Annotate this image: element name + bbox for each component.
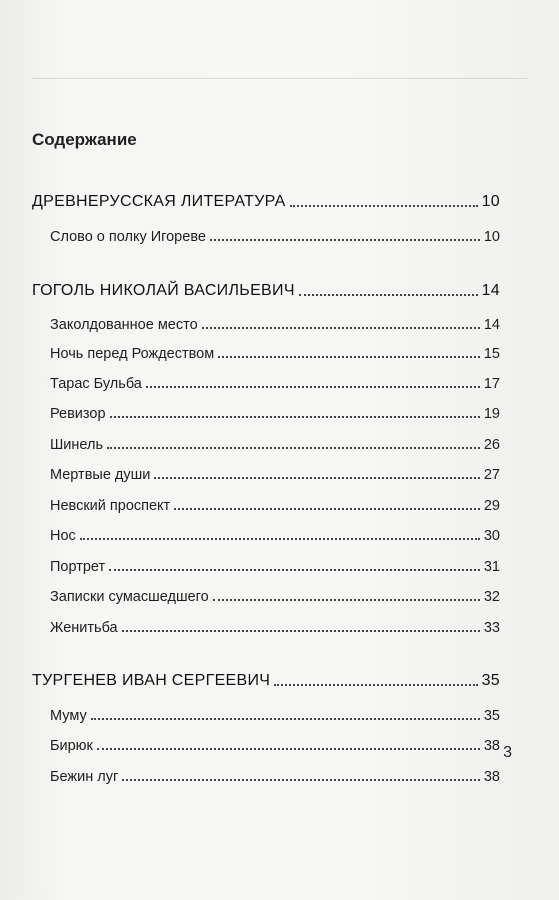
item-title: Тарас Бульба [50, 376, 142, 392]
page-ref: 30 [483, 528, 500, 544]
item-title: Записки сумасшедшего [50, 589, 209, 605]
page-ref: 38 [483, 738, 500, 754]
toc-section[interactable] [32, 193, 500, 211]
toc-item[interactable] [50, 317, 500, 333]
leader-dots [202, 327, 480, 329]
page-ref: 27 [483, 467, 500, 483]
toc-item[interactable] [50, 437, 500, 453]
toc-item[interactable] [50, 229, 500, 245]
leader-dots [210, 239, 480, 241]
item-title: Шинель [50, 437, 103, 453]
item-title: Ревизор [50, 406, 106, 422]
toc-item[interactable] [50, 498, 500, 514]
leader-dots [110, 416, 480, 418]
page-ref: 31 [483, 559, 500, 575]
leader-dots [109, 569, 480, 571]
page-ref: 10 [483, 229, 500, 245]
item-title: Мертвые души [50, 467, 151, 483]
item-title: Женитьба [50, 620, 118, 636]
toc-item[interactable] [50, 620, 500, 636]
page-ref: 19 [483, 406, 500, 422]
item-title: Муму [50, 708, 87, 724]
item-title: Слово о полку Игореве [50, 229, 206, 245]
toc-item[interactable] [50, 406, 500, 422]
item-title: Портрет [50, 559, 106, 575]
page-ref: 17 [483, 376, 500, 392]
leader-dots [122, 630, 480, 632]
leader-dots [146, 386, 480, 388]
page-ref: 29 [483, 498, 500, 514]
leader-dots [218, 356, 480, 358]
page-ref: 38 [483, 769, 500, 785]
item-title: Ночь перед Рождеством [50, 346, 215, 362]
leader-dots [154, 477, 480, 479]
item-title: Бежин луг [50, 769, 119, 785]
leader-dots [122, 779, 480, 781]
item-title: Бирюк [50, 738, 93, 754]
leader-dots [274, 684, 477, 686]
toc-item[interactable] [50, 589, 500, 605]
toc-title: Содержание [32, 130, 137, 149]
toc-item[interactable] [50, 528, 500, 544]
leader-dots [97, 748, 480, 750]
page-ref: 10 [481, 193, 500, 210]
page-ref: 14 [481, 282, 500, 299]
toc-item[interactable] [50, 769, 500, 785]
toc-item[interactable] [50, 467, 500, 483]
page-ref: 32 [483, 589, 500, 605]
leader-dots [174, 508, 480, 510]
page-ref: 33 [483, 620, 500, 636]
leader-dots [91, 718, 480, 720]
toc-item[interactable] [50, 376, 500, 392]
item-title: Невский проспект [50, 498, 171, 514]
page-number: 3 [503, 744, 512, 761]
page-ref: 35 [481, 672, 500, 689]
leader-dots [107, 447, 480, 449]
page-ref: 15 [483, 346, 500, 362]
toc-item[interactable] [50, 738, 500, 754]
toc-item[interactable] [50, 708, 500, 724]
section-title: ГОГОЛЬ НИКОЛАЙ ВАСИЛЬЕВИЧ [32, 282, 295, 299]
section-title: ДРЕВНЕРУССКАЯ ЛИТЕРАТУРА [32, 193, 286, 210]
leader-dots [213, 599, 480, 601]
toc-section[interactable] [32, 672, 500, 690]
page-ref: 26 [483, 437, 500, 453]
item-title: Нос [50, 528, 76, 544]
item-title: Заколдованное место [50, 317, 198, 333]
leader-dots [80, 538, 480, 540]
toc-section[interactable] [32, 282, 500, 300]
leader-dots [299, 294, 478, 296]
page-ref: 35 [483, 708, 500, 724]
page-ref: 14 [483, 317, 500, 333]
leader-dots [290, 205, 478, 207]
toc-item[interactable] [50, 559, 500, 575]
toc-item[interactable] [50, 346, 500, 362]
section-title: ТУРГЕНЕВ ИВАН СЕРГЕЕВИЧ [32, 672, 271, 689]
